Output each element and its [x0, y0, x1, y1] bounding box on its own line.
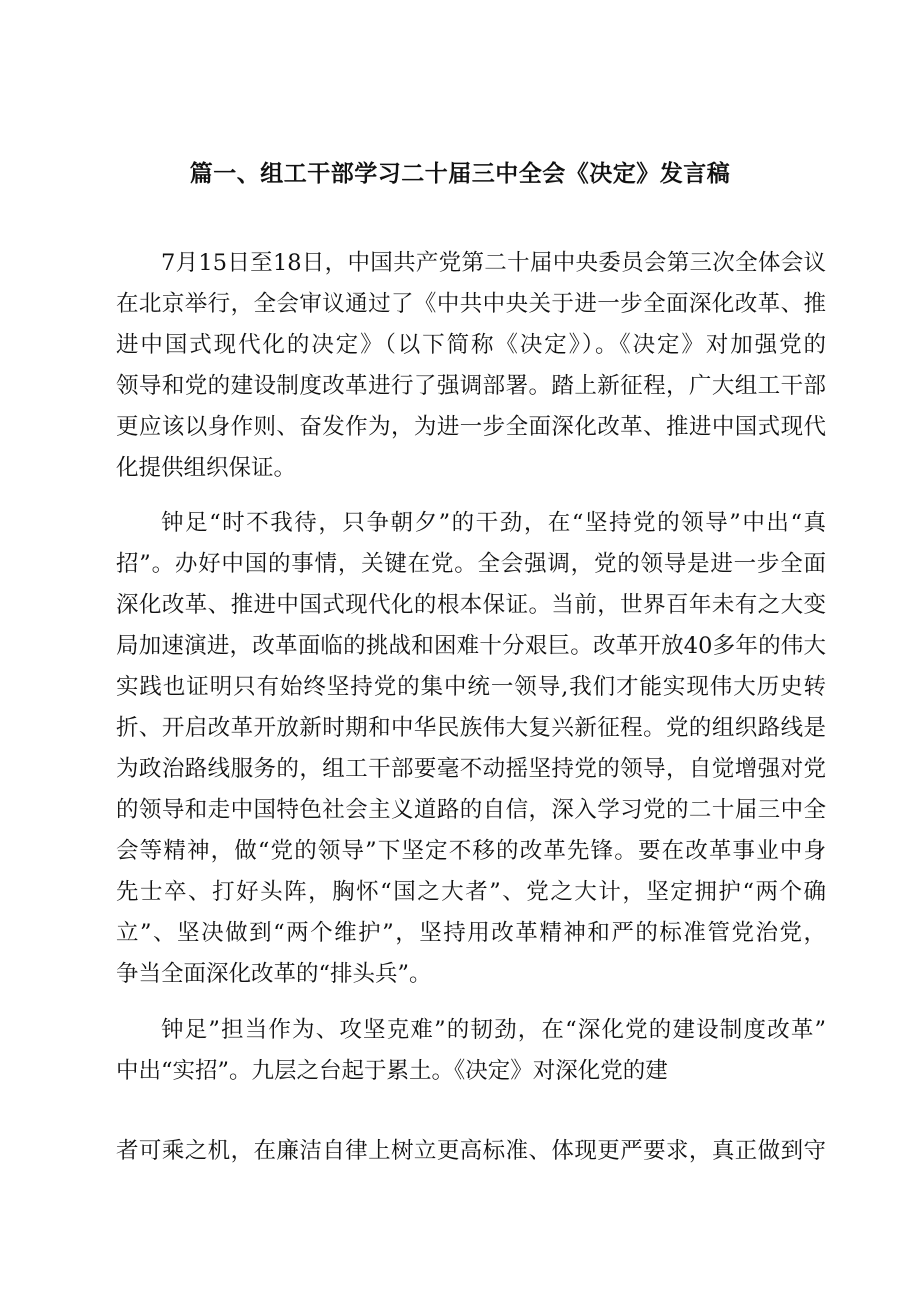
- paragraph-line: 更应该以身作则、奋发作为，为进一步全面深化改革、推进中国式现代: [116, 414, 826, 440]
- paragraph-line: 立”、坚决做到“两个维护”，坚持用改革精神和严的标准管党治党，: [116, 920, 826, 946]
- paragraph-line: 中出“实招”。九层之台起于累土。《决定》对深化党的建: [116, 1058, 668, 1084]
- paragraph-line: 实践也证明只有始终坚持党的集中统一领导,我们才能实现伟大历史转: [116, 674, 826, 700]
- paragraph-line: 7月15日至18日，中国共产党第二十届中央委员会第三次全体会议: [161, 250, 826, 276]
- paragraph-line: 进中国式现代化的决定》（以下简称《决定》）。《决定》对加强党的: [116, 332, 826, 358]
- paragraph-line: 化提供组织保证。: [116, 455, 297, 481]
- paragraph-line: 折、开启改革开放新时期和中华民族伟大复兴新征程。党的组织路线是: [116, 715, 826, 741]
- paragraph-line: 先士卒、打好头阵，胸怀“国之大者”、党之大计，坚定拥护“两个确: [116, 879, 826, 905]
- paragraph-line: 在北京举行，全会审议通过了《中共中央关于进一步全面深化改革、推: [116, 291, 826, 317]
- paragraph-line: 钟足“时不我待，只争朝夕”的干劲，在“坚持党的领导”中出“真: [161, 510, 826, 536]
- paragraph-line: 深化改革、推进中国式现代化的根本保证。当前，世界百年未有之大变: [116, 592, 826, 618]
- paragraph-line: 局加速演进，改革面临的挑战和困难十分艰巨。改革开放40多年的伟大: [116, 633, 826, 659]
- page-title: 篇一、组工干部学习二十届三中全会《决定》发言稿: [189, 161, 731, 187]
- paragraph-line: 的领导和走中国特色社会主义道路的自信，深入学习党的二十届三中全: [116, 797, 826, 823]
- paragraph-line: 钟足”担当作为、攻坚克难”的韧劲，在“深化党的建设制度改革”: [161, 1017, 826, 1043]
- paragraph-line: 领导和党的建设制度改革进行了强调部署。踏上新征程，广大组工干部: [116, 373, 826, 399]
- paragraph-line: 为政治路线服务的，组工干部要毫不动摇坚持党的领导，自觉增强对党: [116, 756, 826, 782]
- paragraph-line: 会等精神，做“党的领导”下坚定不移的改革先锋。要在改革事业中身: [116, 838, 826, 864]
- paragraph-line: 招”。办好中国的事情，关键在党。全会强调，党的领导是进一步全面: [116, 551, 826, 577]
- paragraph-line: 者可乘之机，在廉洁自律上树立更高标准、体现更严要求，真正做到守: [116, 1138, 826, 1164]
- paragraph-line: 争当全面深化改革的“排头兵”。: [116, 961, 432, 987]
